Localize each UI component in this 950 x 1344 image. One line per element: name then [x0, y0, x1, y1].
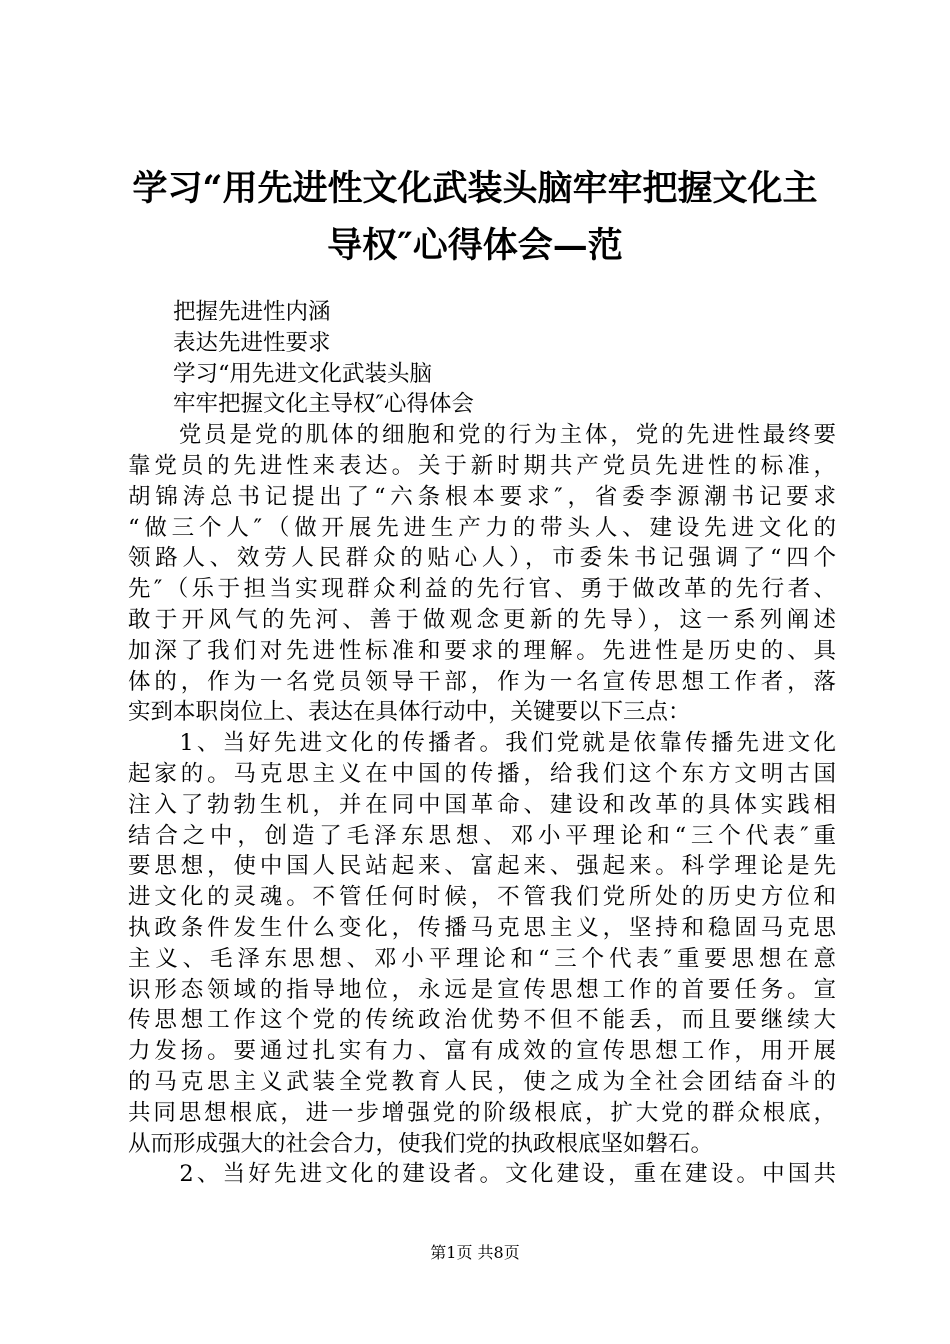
body-line: 注入了勃勃生机，并在同中国革命、建设和改革的具体实践相 [128, 791, 836, 818]
body-line: 加深了我们对先进性标准和要求的理解。先进性是历史的、具 [128, 637, 836, 664]
body-line: 党员是党的肌体的细胞和党的行为主体，党的先进性最终要 [128, 422, 836, 449]
body-line: 执政条件发生什么变化，传播马克思主义，坚持和稳固马克思 [128, 914, 836, 941]
body-line: 传思想工作这个党的传统政治优势不但不能丢，而且要继续大 [128, 1007, 836, 1034]
body-line: 结合之中，创造了毛泽东思想、邓小平理论和“三个代表″重 [128, 822, 836, 849]
title-line-1: 学习“用先进性文化武装头脑牢牢把握文化主 [132, 168, 818, 209]
body-line: 共同思想根底，进一步增强党的阶级根底，扩大党的群众根底， [128, 1099, 836, 1126]
body-line: 学习“用先进文化武装头脑 [128, 360, 433, 387]
body-line: 2、当好先进文化的建设者。文化建设，重在建设。中国共 [128, 1161, 836, 1188]
body-line: 识形态领域的指导地位，永远是宣传思想工作的首要任务。宣 [128, 976, 836, 1003]
body-line: 1、当好先进文化的传播者。我们党就是依靠传播先进文化 [128, 730, 836, 757]
body-line: 主义、毛泽东思想、邓小平理论和“三个代表″重要思想在意 [128, 945, 836, 972]
body-line: 先″（乐于担当实现群众利益的先行官、勇于做改革的先行者、 [128, 576, 836, 603]
body-line: 要思想，使中国人民站起来、富起来、强起来。科学理论是先 [128, 853, 836, 880]
document-title [110, 160, 840, 274]
body-line: 力发扬。要通过扎实有力、富有成效的宣传思想工作，用开展 [128, 1038, 836, 1065]
body-line: 胡锦涛总书记提出了“六条根本要求″，省委李源潮书记要求 [128, 483, 836, 510]
body-line: 的马克思主义武装全党教育人民，使之成为全社会团结奋斗的 [128, 1068, 836, 1095]
body-line: 牢牢把握文化主导权″心得体会 [128, 391, 474, 418]
body-line: “做三个人″（做开展先进生产力的带头人、建设先进文化的 [128, 514, 836, 541]
title-line-2: 导权″心得体会—范 [327, 225, 623, 266]
body-line: 敢于开风气的先河、善于做观念更新的先导），这一系列阐述 [128, 606, 836, 633]
page-footer: 第1页 共8页 [430, 1243, 520, 1262]
body-line: 靠党员的先进性来表达。关于新时期共产党员先进性的标准， [128, 452, 836, 479]
body-line: 进文化的灵魂。不管任何时候，不管我们党所处的历史方位和 [128, 884, 836, 911]
document-body [128, 297, 836, 1190]
body-line: 体的，作为一名党员领导干部，作为一名宣传思想工作者，落 [128, 668, 836, 695]
body-line: 从而形成强大的社会合力，使我们党的执政根底坚如磐石。 [128, 1130, 714, 1157]
body-line: 起家的。马克思主义在中国的传播，给我们这个东方文明古国 [128, 760, 836, 787]
body-line: 实到本职岗位上、表达在具体行动中，关键要以下三点： [128, 699, 691, 726]
body-line: 表达先进性要求 [128, 329, 331, 356]
body-line: 把握先进性内涵 [128, 299, 331, 325]
body-line: 领路人、效劳人民群众的贴心人），市委朱书记强调了“四个 [128, 545, 836, 572]
